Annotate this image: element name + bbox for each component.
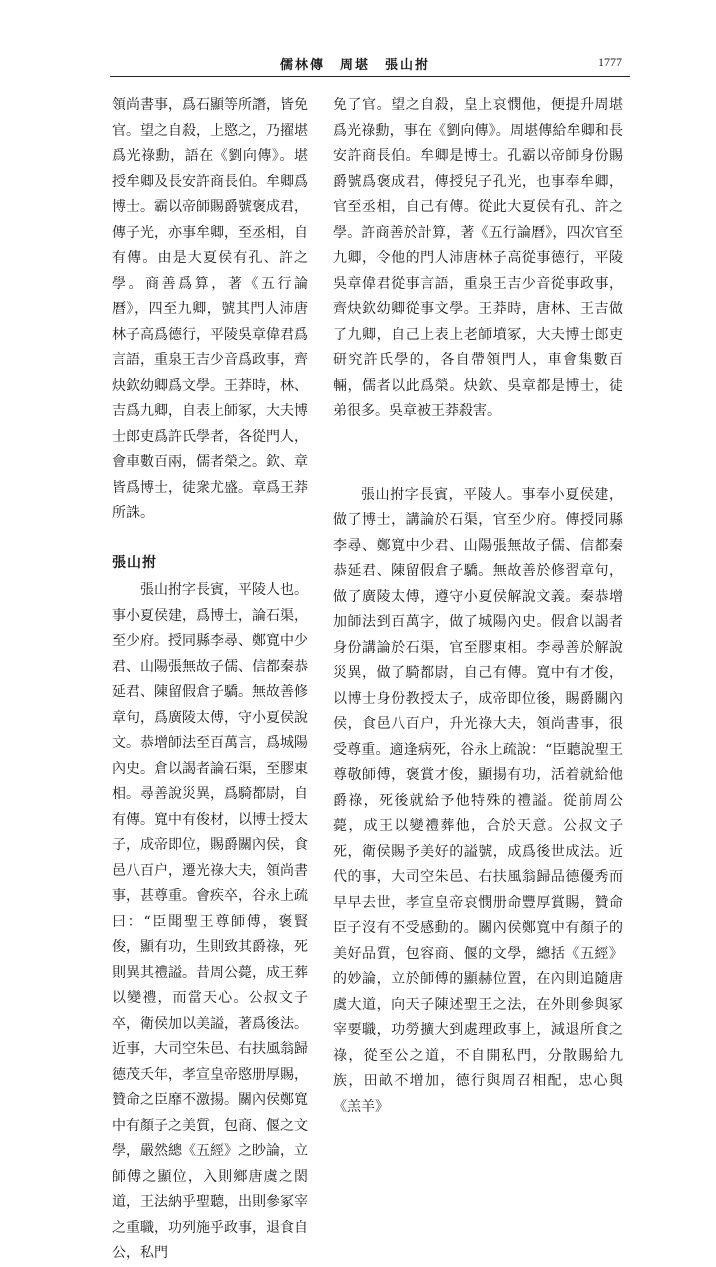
classical-paragraph-zhangshanfu: 張山拊字長賓，平陵人也。事小夏侯建，爲博士，論石渠，至少府。授同縣李尋、鄭寬中少君、山陽張無故子儒、信都秦恭延君、陳留假倉子驕。無故善修章句，爲廣陵太傅，守小夏侯說文。恭增師法至百萬言，爲城陽內史。倉以謁者論石渠，至膠東相。尋善說災異，爲騎都尉，自有傳。寬中有俊材，以博士授太子，成帝即位，賜爵關內侯，食邑八百户，遷光祿大夫，領尚書事，甚尊重。會疾卒，谷永上疏曰：“臣聞聖王尊師傅，褒賢俊，顯有功，生則致其爵祿，死則異其禮謚。昔周公薨，成王葬以變禮，而當天心。公叔文子卒，衛侯加以美謚，著爲後法。近事，大司空朱邑、右扶風翁歸德茂夭年，孝宣皇帝愍册厚賜，贊命之臣靡不激揚。關內侯鄭寬中有顏子之美質，包商、偃之文學，嚴然總《五經》之眇論，立師傅之顯位，入則鄉唐虞之閎道，王法納乎聖聽，出則參冢宰之重職，功列施乎政事，退食自公，私門 xyxy=(112,582,308,1261)
translation-paragraph-zhoukan: 免了官。望之自殺，皇上哀憫他，便提升周堪爲光祿勳，事在《劉向傳》。周堪傳給牟卿和長安許商長伯。牟卿是博士。孔霸以帝師身份賜爵號爲褒成君，傳授兒子孔光，也事奉牟卿，官至丞相，自己有傳。從此大夏侯有孔、許之學。許商善於計算，著《五行論曆》，四次官至九卿，令他的門人沛唐林子高從事德行，平陵吳章偉君從事言語，重泉王吉少音從事政事，齊炔欽幼卿從事文學。王莽時，唐林、王吉做了九卿，自己上表上老師墳冢，大夫博士郎吏研究許氏學的，各自帶領門人，車會集數百輛，儒者以此爲榮。炔欽、吳章都是博士，徒弟很多。吳章被王莽殺害。 xyxy=(333,97,623,419)
translation-column xyxy=(333,93,623,1115)
translation-paragraph-zhangshanfu: 張山拊字長賓，平陵人。事奉小夏侯建，做了博士，講論於石渠，官至少府。傳授同縣李尋、鄭寬中少君、山陽張無故子儒、信都秦恭延君、陳留假倉子驕。無故善於修習章句，做了廣陵太傅，遵守小夏侯解說文義。秦恭增加師法到百萬字，做了城陽內史。假倉以謁者身份講論於石渠，官至膠東相。李尋善於解說災異，做了騎都尉，自己有傳。寬中有才俊，以博士身份教授太子，成帝即位後，賜爵關內侯，食邑八百户，升光祿大夫，領尚書事，很受尊重。適逢病死，谷永上疏說：“臣聽說聖王尊敬師傅，褒賞才俊，顯揚有功，活着就給他爵祿，死後就給予他特殊的禮謚。從前周公薨，成王以變禮葬他，合於天意。公叔文子死，衛侯賜予美好的謚號，成爲後世成法。近代的事，大司空朱邑、右扶風翁歸品德優秀而早早去世，孝宣皇帝哀憫册命豐厚賞賜，贊命臣子沒有不受感動的。關內侯鄭寬中有顏子的美好品質，包容商、偃的文學，總括《五經》的妙論，立於師傅的顯赫位置，在內則追隨唐虞大道，向天子陳述聖王之法，在外則參與冢宰要職，功勞擴大到處理政事上，減退所食之祿，從至公之道，不自開私門，分散賜給九族，田畝不增加，德行與周召相配，忠心與《羔羊》 xyxy=(333,486,623,1115)
running-header xyxy=(110,52,630,77)
page-number: 1777 xyxy=(598,55,622,69)
classical-text-column xyxy=(112,93,308,1261)
header-title: 儒林傳 周堪 張山拊 xyxy=(280,58,431,73)
section-title-zhangshanfu: 張山拊 xyxy=(112,554,157,571)
classical-paragraph-zhoukan: 領尚書事，爲石顯等所譖，皆免官。望之自殺，上愍之，乃擢堪爲光祿勳，語在《劉向傳》。堪授牟卿及長安許商長伯。牟卿爲博士。霸以帝師賜爵號褒成君，傳子光，亦事牟卿，至丞相，自有傳。由是大夏侯有孔、許之學。商善爲算，著《五行論曆》，四至九卿，號其門人沛唐林子高爲德行，平陵吳章偉君爲言語，重泉王吉少音爲政事，齊炔欽幼卿爲文學。王莽時，林、吉爲九卿，自表上師冢，大夫博士郎吏爲許氏學者，各從門人，會車數百兩，儒者榮之。欽、章皆爲博士，徒衆尤盛。章爲王莽所誅。 xyxy=(112,97,308,521)
section-gap xyxy=(112,527,308,551)
